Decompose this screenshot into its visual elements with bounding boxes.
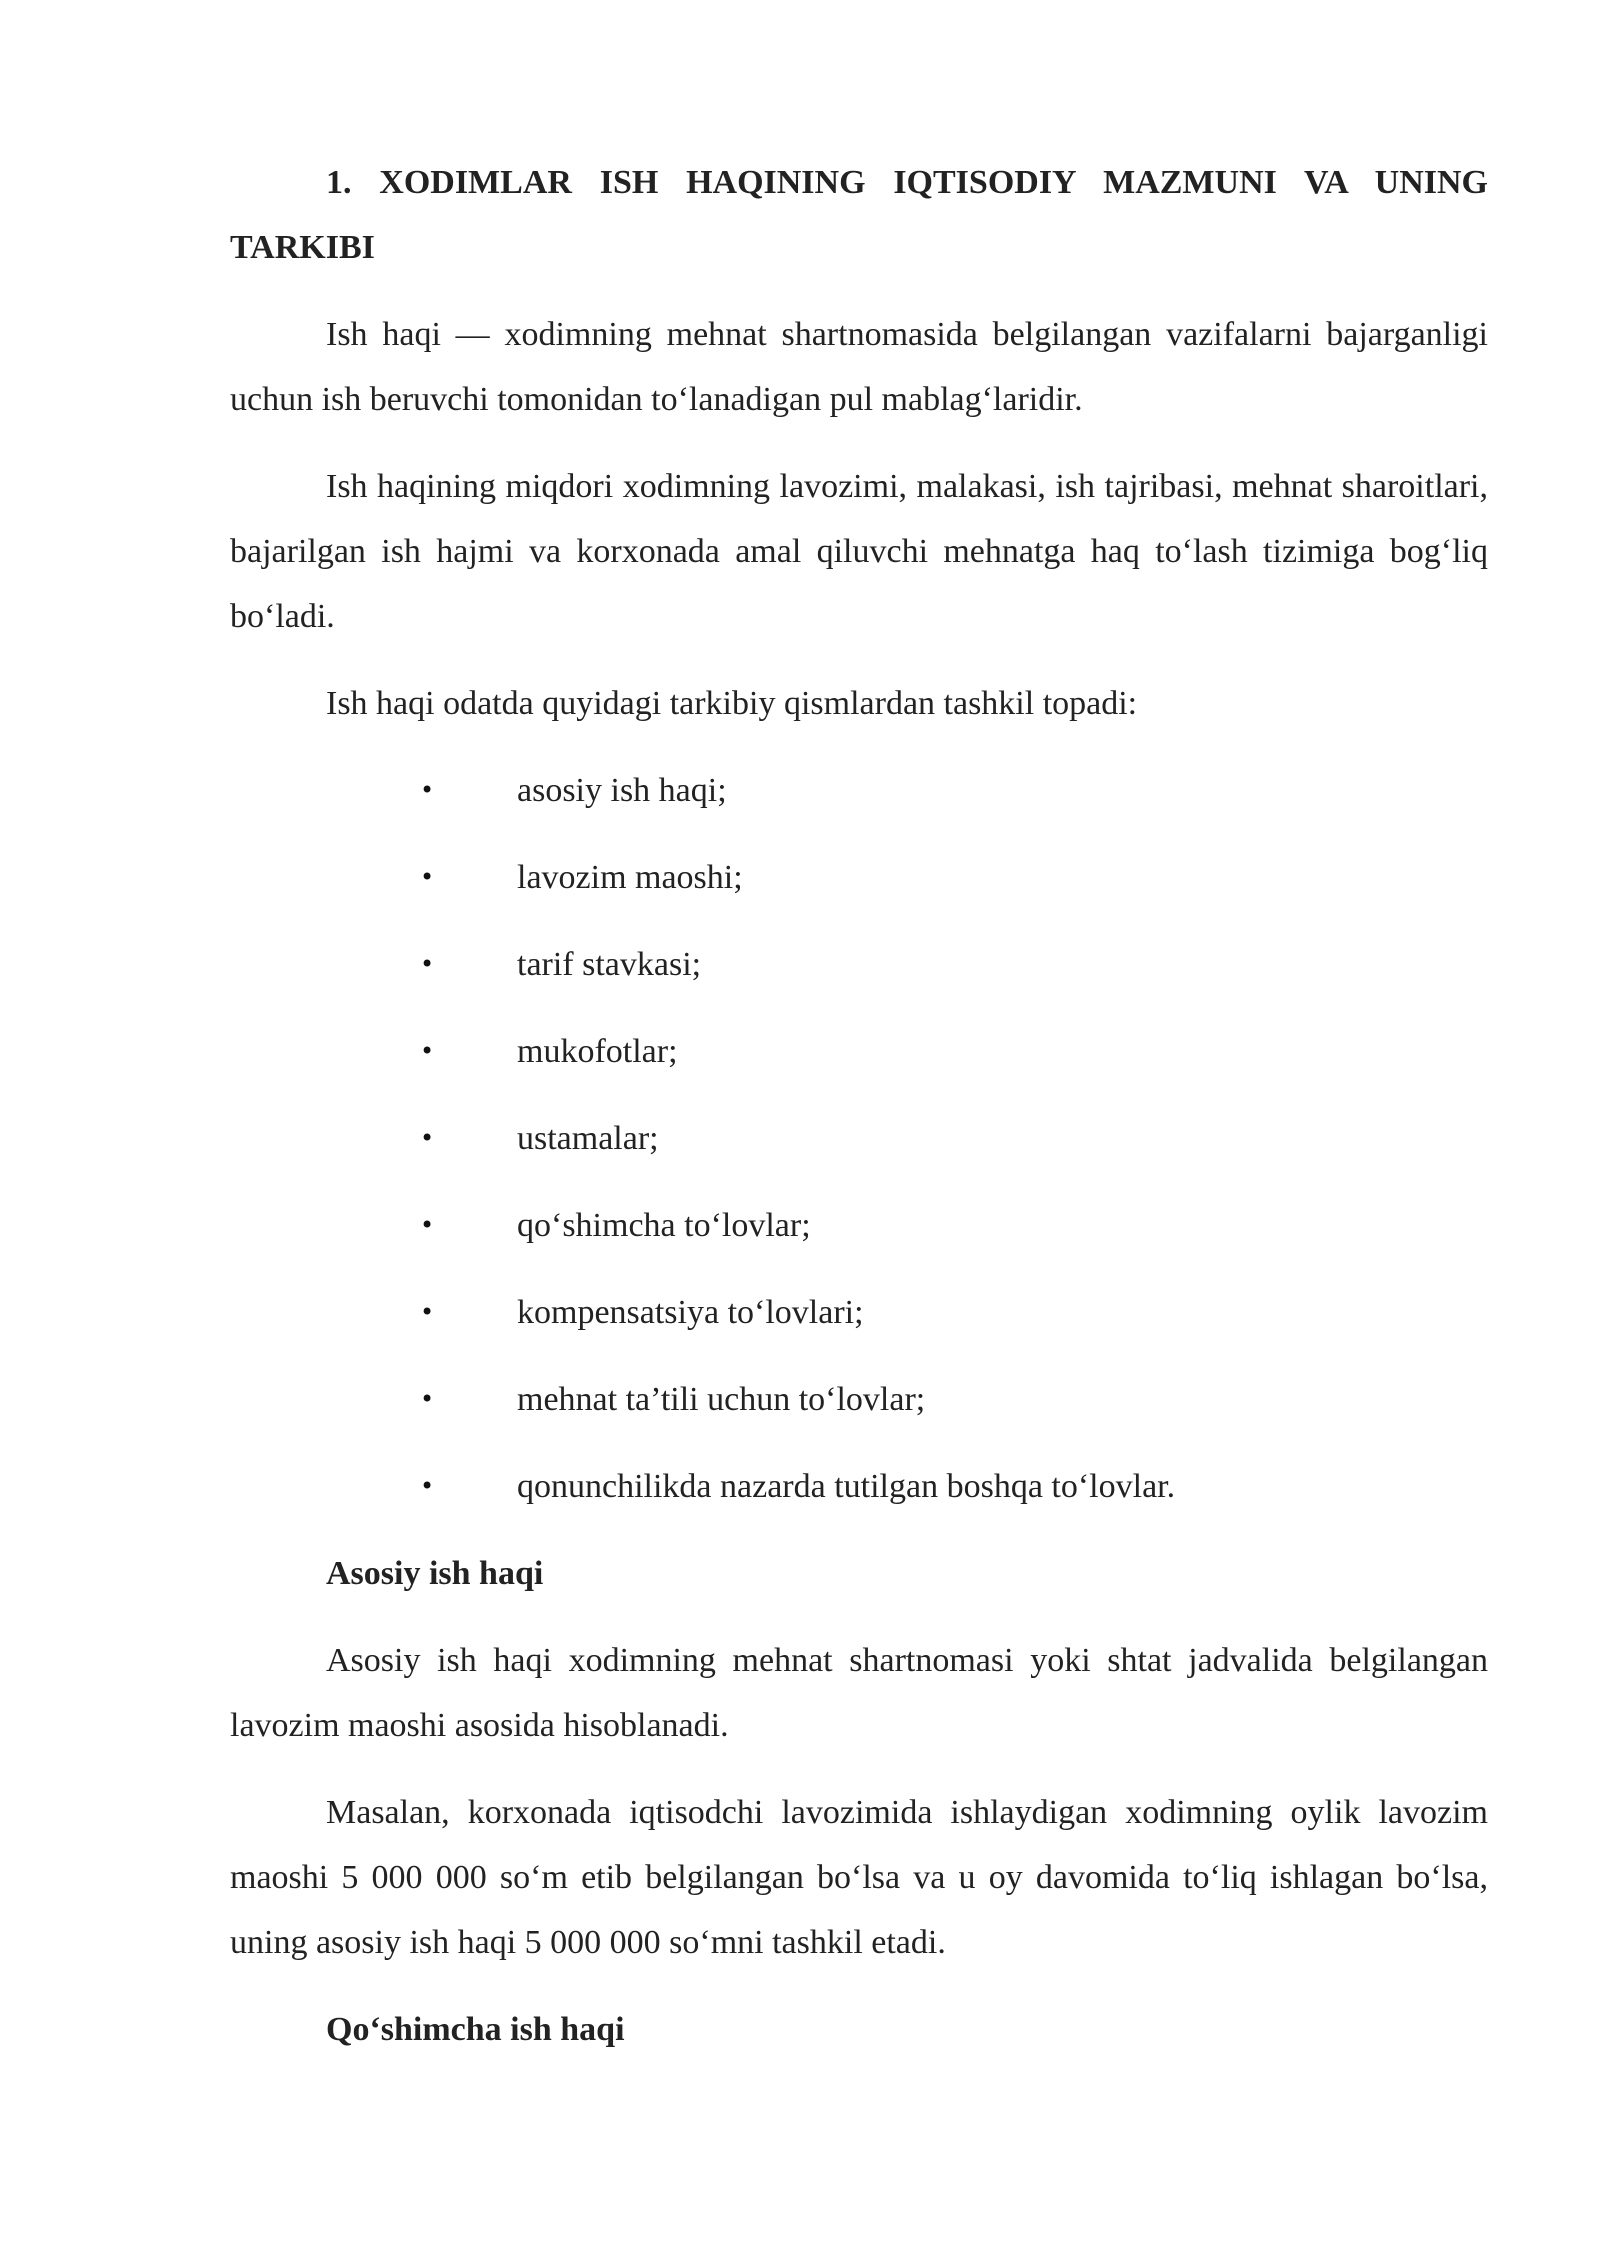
paragraph-basic-pay-definition: Asosiy ish haqi xodimning mehnat shartnomasi yoki shtat jadvalida belgilangan lavozim maoshi asosida hisoblanadi. [230,1642,1488,1744]
bullet-icon: • [420,776,435,804]
list-item [230,758,1488,823]
list-item [230,1367,1488,1432]
bullet-icon: • [420,1472,435,1500]
list-item-text: ustamalar; [517,1120,659,1157]
list-item [230,1454,1488,1519]
paragraph-definition: Ish haqi — xodimning mehnat shartnomasida belgilangan vazifalarni bajarganligi uchun ish beruvchi tomonidan to‘lanadigan pul mablag‘laridir. [230,316,1488,418]
bullet-icon: • [420,1037,435,1065]
list-item [230,845,1488,910]
document-title: 1. XODIMLAR ISH HAQINING IQTISODIY MAZMUNI VA UNING TARKIBI [230,164,1488,266]
list-item [230,1106,1488,1171]
bullet-icon: • [420,1211,435,1239]
section-heading-additional-pay: Qo‘shimcha ish haqi [326,2011,625,2048]
list-item-text: asosiy ish haqi; [517,772,727,809]
bullet-icon: • [420,1124,435,1152]
list-item [230,1280,1488,1345]
paragraph-components-intro: Ish haqi odatda quyidagi tarkibiy qismlardan tashkil topadi: [326,685,1138,722]
list-item-text: mukofotlar; [517,1033,678,1070]
list-item-text: tarif stavkasi; [517,946,702,983]
list-item [230,1019,1488,1084]
bullet-icon: • [420,1385,435,1413]
bullet-icon: • [420,863,435,891]
paragraph-basic-pay-example: Masalan, korxonada iqtisodchi lavozimida ishlaydigan xodimning oylik lavozim maoshi 5 000 000 so‘m etib belgilangan bo‘lsa va u oy davomida to‘liq ishlagan bo‘lsa, uning asosiy ish haqi 5 000 000 so‘mni tashkil etadi. [230,1794,1488,1961]
components-list [230,758,1488,1519]
bullet-icon: • [420,950,435,978]
bullet-icon: • [420,1298,435,1326]
list-item-text: mehnat ta’tili uchun to‘lovlar; [517,1381,926,1418]
list-item-text: qo‘shimcha to‘lovlar; [517,1207,811,1244]
list-item [230,1193,1488,1258]
paragraph-amount-factors: Ish haqining miqdori xodimning lavozimi, malakasi, ish tajribasi, mehnat sharoitlari, bajarilgan ish hajmi va korxonada amal qiluvchi mehnatga haq to‘lash tizimiga bog‘liq bo‘ladi. [230,468,1488,635]
section-heading-basic-pay: Asosiy ish haqi [326,1555,544,1592]
list-item-text: kompensatsiya to‘lovlari; [517,1294,864,1331]
list-item-text: qonunchilikda nazarda tutilgan boshqa to‘lovlar. [517,1468,1176,1505]
list-item [230,932,1488,997]
list-item-text: lavozim maoshi; [517,859,743,896]
